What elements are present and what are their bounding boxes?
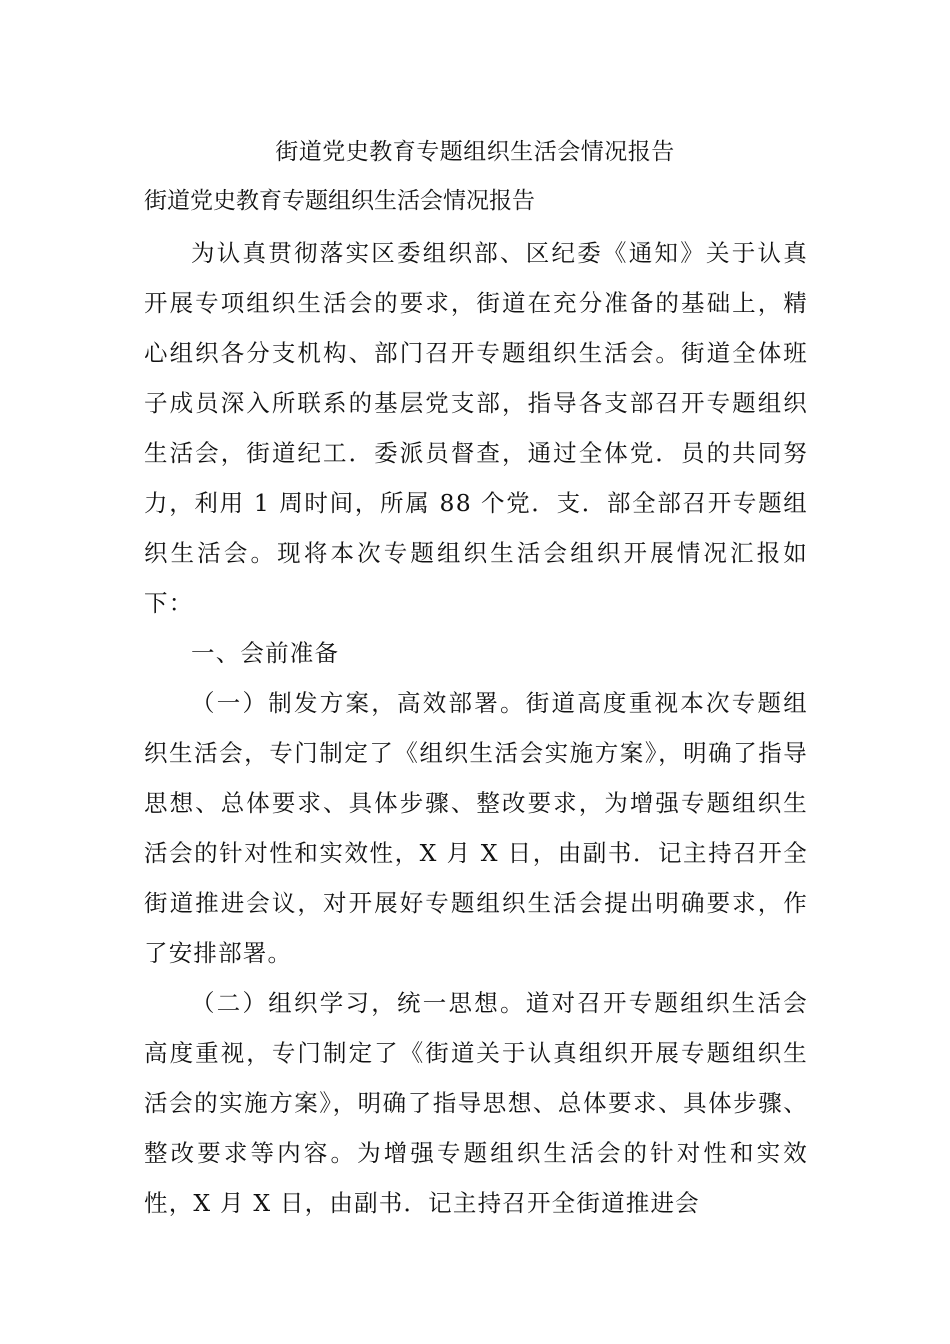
document-title: 街道党史教育专题组织生活会情况报告 <box>275 139 675 165</box>
paragraph-study: （二）组织学习，统一思想。道对召开专题组织生活会高度重视，专门制定了《街道关于认真组织开展专题组织生活会的实施方案》，明确了指导思想、总体要求、具体步骤、整改要求等内容。为增强专题组织生活会的针对性和实效性，X 月 X 日，由副书．记主持召开全街道推进会 <box>144 989 808 1217</box>
document-subtitle: 街道党史教育专题组织生活会情况报告 <box>144 188 535 214</box>
intro-paragraph: 为认真贯彻落实区委组织部、区纪委《通知》关于认真开展专项组织生活会的要求，街道在充分准备的基础上，精心组织各分支机构、部门召开专题组织生活会。街道全体班子成员深入所联系的基层党支部，指导各支部召开专题组织生活会，街道纪工．委派员督查，通过全体党．员的共同努力，利用 1 周时间，所属 88 个党．支．部全部召开专题组织生活会。现将本次专题组织生活会组织开展情况汇报如下： <box>144 239 808 617</box>
paragraph-plan: （一）制发方案，高效部署。街道高度重视本次专题组织生活会，专门制定了《组织生活会实施方案》，明确了指导思想、总体要求、具体步骤、整改要求，为增强专题组织生活会的针对性和实效性，X 月 X 日，由副书．记主持召开全街道推进会议，对开展好专题组织生活会提出明确要求，作了安排部署。 <box>144 689 808 967</box>
section-heading: 一、会前准备 <box>191 639 340 667</box>
document-body <box>144 228 808 1228</box>
